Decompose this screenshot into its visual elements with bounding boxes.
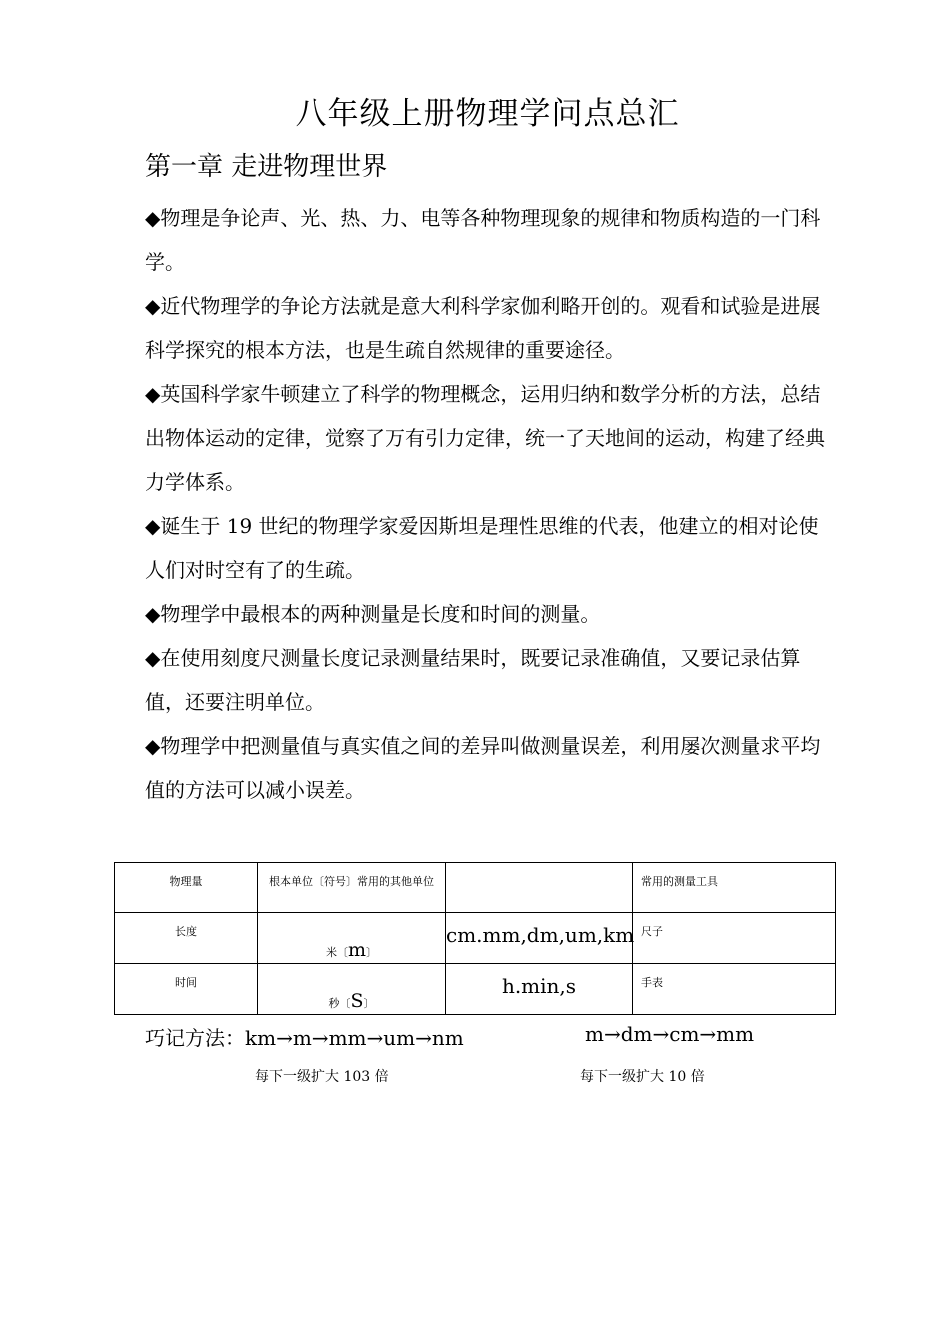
paragraph: ◆诞生于 19 世纪的物理学家爱因斯坦是理性思维的代表，他建立的相对论使人们对时空有了的生疏。 [145, 514, 819, 582]
table-header-cell [446, 863, 633, 913]
mnemonic-line [145, 1022, 464, 1051]
body-text [145, 196, 825, 812]
quantity-cell: 时间 [115, 964, 258, 1015]
table-header-row [115, 863, 836, 913]
unit-cell: 秒〔S〕 [258, 964, 446, 1015]
paragraph: ◆近代物理学的争论方法就是意大利科学家伽利略开创的。观看和试验是进展科学探究的根本方法，也是生疏自然规律的重要途径。 [145, 294, 821, 362]
mnemonic-label: 巧记方法： [145, 1026, 245, 1050]
other-units-cell: h.min,s [446, 964, 633, 1015]
other-units-cell: cm.mm,dm,um,km [446, 913, 633, 964]
tool-cell: 尺子 [633, 913, 836, 964]
page-title: 八年级上册物理学问点总汇 [295, 96, 680, 132]
quantity-cell: 长度 [115, 913, 258, 964]
units-table [114, 862, 836, 1015]
chapter-heading: 第一章 走进物理世界 [145, 152, 388, 182]
table-header-cell: 物理量 [115, 863, 258, 913]
table-row [115, 964, 836, 1015]
unit-cell: 米〔m〕 [258, 913, 446, 964]
paragraph: ◆英国科学家牛顿建立了科学的物理概念，运用归纳和数学分析的方法，总结出物体运动的定律，觉察了万有引力定律，统一了天地间的运动，构建了经典力学体系。 [145, 382, 825, 494]
paragraph: ◆物理是争论声、光、热、力、电等各种物理现象的规律和物质构造的一门科学。 [145, 206, 821, 274]
tool-cell: 手表 [633, 964, 836, 1015]
table-row [115, 913, 836, 964]
table-header-cell: 根本单位〔符号〕常用的其他单位 [258, 863, 446, 913]
mnemonic-right-chain: m→dm→cm→mm [585, 1022, 755, 1046]
paragraph: ◆物理学中最根本的两种测量是长度和时间的测量。 [145, 602, 601, 626]
paragraph: ◆在使用刻度尺测量长度记录测量结果时，既要记录准确值，又要记录估算值，还要注明单位。 [145, 646, 801, 714]
table-header-cell: 常用的测量工具 [633, 863, 836, 913]
mnemonic-right-note: 每下一级扩大 10 倍 [580, 1069, 705, 1085]
paragraph: ◆物理学中把测量值与真实值之间的差异叫做测量误差，利用屡次测量求平均值的方法可以减小误差。 [145, 734, 821, 802]
mnemonic-left-note: 每下一级扩大 103 倍 [255, 1069, 389, 1085]
mnemonic-left-chain: km→m→mm→um→nm [245, 1026, 464, 1050]
